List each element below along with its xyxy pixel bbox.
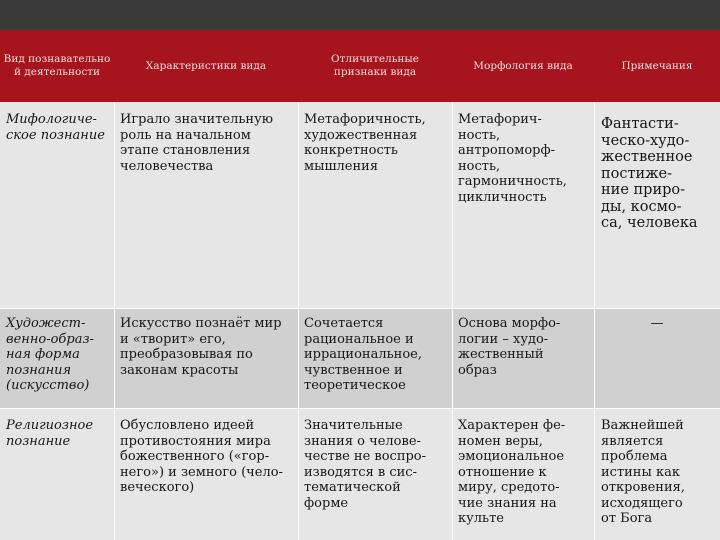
row1-type: Мифологиче- ское познание bbox=[6, 112, 105, 143]
top-strip bbox=[0, 0, 720, 30]
row2-characteristics: Искусство познаёт мир и «творит» его, преобразовывая по законам красоты bbox=[120, 316, 282, 378]
row1-features: Метафоричность, художественная конкретность мышления bbox=[304, 112, 426, 174]
row-divider bbox=[0, 408, 720, 409]
column-divider bbox=[452, 102, 453, 540]
row-divider bbox=[0, 308, 720, 309]
row2-notes: — bbox=[650, 316, 664, 331]
row3-morphology: Характерен фе- номен веры, эмоциональное отношение к миру, средото- чие знания на культе bbox=[458, 418, 566, 526]
row1-characteristics: Играло значительную роль на начальном этапе становления человечества bbox=[120, 112, 274, 174]
row3-features: Значительные знания о челове- честве не воспро- изводятся в сис- тематической форме bbox=[304, 418, 427, 511]
header-morphology: Морфология вида bbox=[473, 59, 573, 72]
row3-characteristics: Обусловлено идеей противостояния мира божественного («гор- него») и земного (чело- веческого) bbox=[120, 418, 283, 495]
row1-notes: Фантасти- ческо-худо- жественное постиже- ние приро- ды, космо- са, человека bbox=[601, 116, 698, 231]
row2-morphology: Основа морфо- логии – худо- жественный образ bbox=[458, 316, 561, 378]
header-notes: Примечания bbox=[621, 59, 693, 72]
row2-features: Сочетается рациональное и иррациональное, чувственное и теоретическое bbox=[304, 316, 422, 393]
header-features: Отличительные признаки вида bbox=[330, 53, 419, 78]
header-characteristics: Характеристики вида bbox=[145, 59, 267, 72]
column-divider bbox=[114, 102, 115, 540]
row1-morphology: Метафорич- ность, антропоморф- ность, гармоничность, цикличность bbox=[458, 112, 567, 205]
row3-notes: Важнейшей является проблема истины как откровения, исходящего от Бога bbox=[601, 418, 685, 526]
row2-type: Художест- венно-образ- ная форма познания (искусство) bbox=[6, 316, 94, 393]
header-type: Вид познавательно й деятельности bbox=[3, 53, 111, 78]
table-header bbox=[0, 30, 720, 102]
row3-type: Религиозное познание bbox=[6, 418, 94, 449]
column-divider bbox=[298, 102, 299, 540]
